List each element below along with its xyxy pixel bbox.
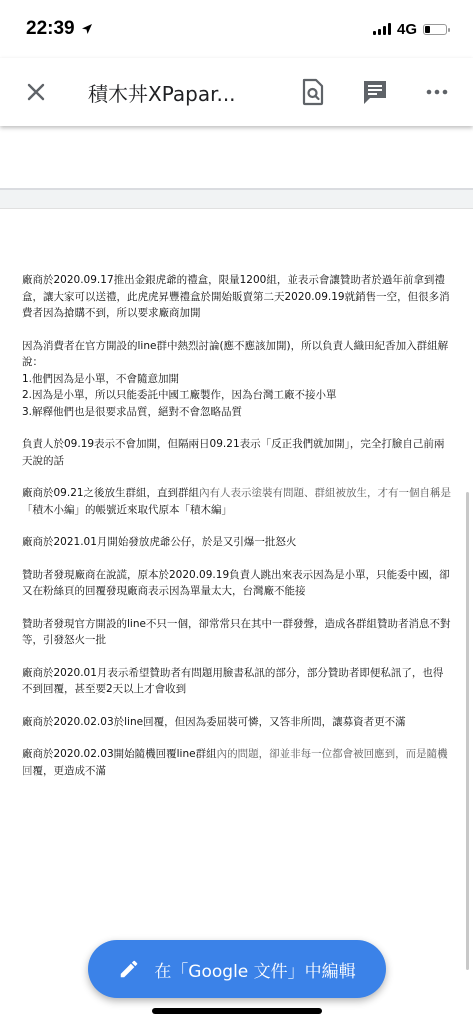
location-arrow-icon — [81, 23, 93, 35]
clock-text: 22:39 — [26, 18, 75, 39]
document-body — [22, 272, 452, 795]
document-paragraph — [22, 665, 452, 698]
document-paragraph — [22, 616, 452, 649]
pencil-icon — [118, 958, 140, 980]
document-paragraph — [22, 485, 452, 518]
fab-label: 在「Google 文件」中編輯 — [154, 961, 356, 982]
document-title: 積木丼XPapar... — [88, 81, 236, 106]
paragraph-text: 「積木小編」的帳號近來取代原本「積木編」 — [22, 503, 232, 516]
paragraph-text: 內的問題，卻並非每一位都會被回應到，而是隨機回 — [22, 748, 448, 777]
document-paragraph — [22, 534, 452, 551]
find-in-doc-icon — [301, 78, 325, 106]
document-paragraph — [22, 567, 452, 600]
signal-icon — [373, 23, 391, 35]
more-icon — [426, 89, 448, 95]
paragraph-text: 內有人表示塗裝有問題、群組被放生，才有一個自稱是 — [199, 487, 452, 499]
status-indicators — [373, 21, 447, 38]
find-in-document-button[interactable] — [289, 68, 337, 116]
home-indicator — [152, 1008, 322, 1014]
paragraph-text: 3.解釋他們也是很要求品質，絕對不會忽略品質 — [22, 405, 243, 418]
paragraph-text: 廠商於2020.02.03開始隨機回覆line群組 — [22, 748, 217, 760]
paragraph-text: 廠商於09.21之後放生群組，直到群組 — [22, 487, 200, 499]
paragraph-text: 因為消費者在官方開設的line群中熱烈討論(應不應該加開)，所以負責人織田紀香加入群組解說： — [22, 339, 449, 368]
previous-page-bottom — [0, 126, 473, 188]
document-paragraph — [22, 714, 452, 731]
comments-button[interactable] — [351, 68, 399, 116]
scrollbar[interactable] — [466, 492, 469, 970]
comment-icon — [362, 79, 388, 105]
document-paragraph — [22, 746, 452, 779]
battery-icon — [423, 24, 447, 35]
close-icon — [26, 82, 46, 102]
paragraph-text: 廠商於2020.01月表示希望贊助者有問題用臉書私訊的部分，部分贊助者即便私訊了，也得不到回覆，甚至要2天以上才會收到 — [22, 666, 444, 695]
document-paragraph — [22, 338, 452, 421]
paragraph-text: 贊助者發現官方開設的line不只一個，卻常常只在其中一群發聲，造成各群組贊助者消息不對等，引發怒火一批 — [22, 617, 451, 646]
page-divider — [0, 188, 473, 190]
paragraph-text: 廠商於2021.01月開始發放虎爺公仔，於是又引爆一批怒火 — [22, 536, 297, 548]
document-paragraph — [22, 436, 452, 469]
paragraph-text: 覆，更造成不滿 — [32, 764, 106, 777]
edit-in-google-docs-button[interactable] — [88, 940, 386, 998]
network-label: 4G — [396, 20, 417, 38]
status-time — [26, 18, 93, 40]
more-options-button[interactable] — [413, 68, 461, 116]
close-button[interactable] — [12, 68, 60, 116]
doc-toolbar — [0, 58, 473, 126]
paragraph-text: 贊助者發現廠商在說謊，原本於2020.09.19負責人跳出來表示因為是小單，只能委中國，卻又在粉絲頁的回覆發現廠商表示因為單量太大，台灣廠不能接 — [22, 568, 450, 597]
paragraph-text: 廠商於2020.02.03於line回覆，但因為委屈裝可憐，又答非所問，讓募資者更不滿 — [22, 715, 406, 728]
paragraph-text: 1.他們因為是小單，不會隨意加開 — [22, 372, 180, 385]
status-bar — [0, 0, 473, 58]
document-paragraph — [22, 272, 452, 322]
paragraph-text: 2.因為是小單，所以只能委託中國工廠製作，因為台灣工廠不接小單 — [22, 389, 337, 401]
paragraph-text: 廠商於2020.09.17推出金銀虎爺的禮盒，限量1200組，並表示會讓贊助者於過年前拿到禮盒，讓大家可以送禮，此虎虎昇豐禮盒於開始販賣第二天2020.09.19就銷售一空，但很多消費者因為搶購不到，所以要求廠商加開 — [22, 274, 450, 319]
paragraph-text: 負責人於09.19表示不會加開，但隔兩日09.21表示「反正我們就加開」，完全打臉自己前兩天說的話 — [22, 438, 445, 467]
